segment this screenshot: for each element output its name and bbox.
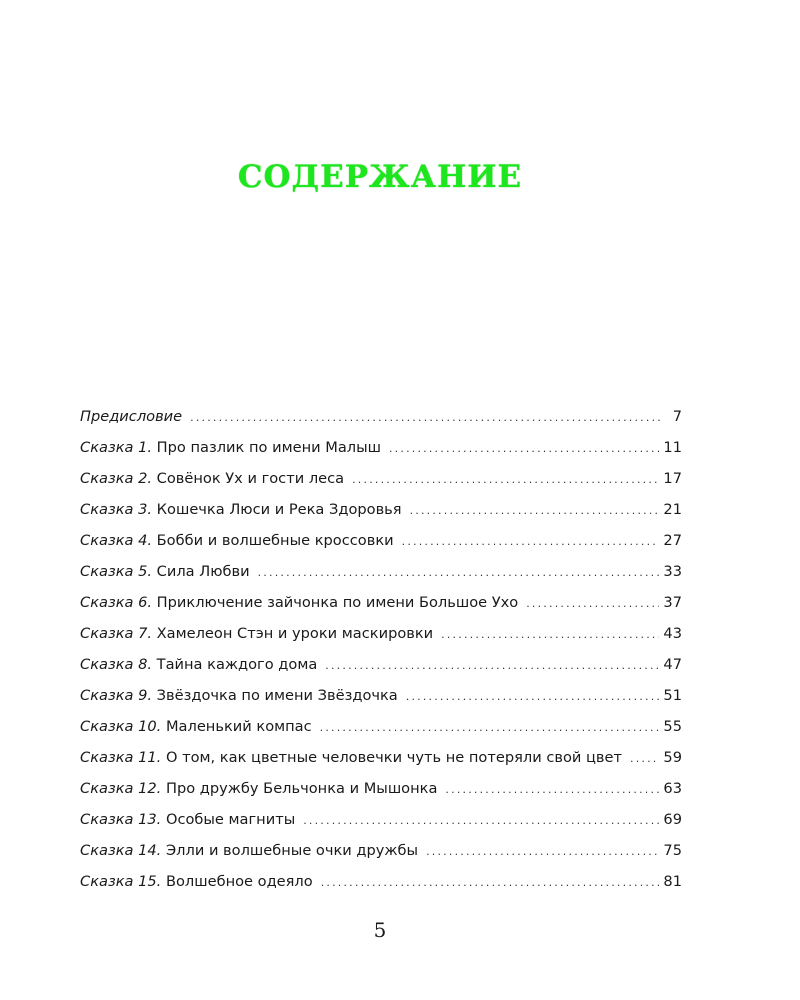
toc-entry — [80, 408, 682, 439]
toc-entry-number: Сказка 10. — [80, 718, 162, 735]
toc-entry-title: Сила Любви — [156, 563, 250, 580]
toc-dot-leader — [190, 411, 662, 424]
toc-entry-page: 17 — [663, 470, 682, 487]
toc-entry — [80, 501, 682, 532]
toc-entry-page: 69 — [663, 811, 682, 828]
toc-entry — [80, 563, 682, 594]
toc-entry-title: О том, как цветные человечки чуть не потеряли свой цвет — [165, 749, 623, 766]
toc-entry — [80, 873, 682, 904]
toc-entry-title: Про дружбу Бельчонка и Мышонка — [165, 780, 438, 797]
toc-entry-page: 75 — [663, 842, 682, 859]
table-of-contents — [80, 408, 682, 904]
toc-entry-number: Сказка 2. — [80, 470, 153, 487]
toc-entry-title: Бобби и волшебные кроссовки — [156, 532, 394, 549]
toc-entry-label — [80, 532, 394, 549]
toc-entry-title: Особые магниты — [165, 811, 296, 828]
toc-dot-leader — [320, 721, 660, 734]
toc-dot-leader — [410, 504, 660, 517]
toc-entry-title: Маленький компас — [165, 718, 312, 735]
toc-entry-title: Тайна каждого дома — [156, 656, 318, 673]
toc-dot-leader — [406, 690, 660, 703]
toc-entry-label — [80, 563, 250, 580]
toc-entry-label — [80, 439, 381, 456]
toc-entry-page: 7 — [672, 408, 682, 425]
toc-entry-label — [80, 687, 398, 704]
toc-dot-leader — [303, 814, 659, 827]
toc-entry-number: Сказка 12. — [80, 780, 162, 797]
toc-entry-number: Сказка 3. — [80, 501, 153, 518]
toc-entry-number: Сказка 15. — [80, 873, 162, 890]
page-title: СОДЕРЖАНИЕ — [237, 158, 523, 195]
toc-entry-title: Элли и волшебные очки дружбы — [165, 842, 419, 859]
toc-entry-number: Сказка 7. — [80, 625, 153, 642]
toc-entry-number: Предисловие — [80, 408, 183, 425]
toc-entry-title: Совёнок Ух и гости леса — [156, 470, 345, 487]
toc-entry-label — [80, 594, 518, 611]
toc-entry-number: Сказка 5. — [80, 563, 153, 580]
toc-entry-page: 59 — [663, 749, 682, 766]
toc-entry — [80, 842, 682, 873]
toc-dot-leader — [630, 752, 659, 765]
toc-entry — [80, 780, 682, 811]
toc-entry-title: Приключение зайчонка по имени Большое Ухо — [156, 594, 519, 611]
toc-entry-label — [80, 625, 433, 642]
toc-entry-page: 11 — [663, 439, 682, 456]
toc-dot-leader — [426, 845, 659, 858]
toc-entry-number: Сказка 1. — [80, 439, 153, 456]
toc-entry-page: 81 — [663, 873, 682, 890]
toc-entry — [80, 625, 682, 656]
toc-entry-label — [80, 780, 437, 797]
toc-entry-title: Про пазлик по имени Малыш — [156, 439, 381, 456]
toc-dot-leader — [526, 597, 659, 610]
toc-entry-title: Волшебное одеяло — [165, 873, 313, 890]
toc-entry — [80, 532, 682, 563]
toc-entry-number: Сказка 14. — [80, 842, 162, 859]
toc-entry-label — [80, 873, 313, 890]
toc-entry-number: Сказка 11. — [80, 749, 162, 766]
toc-entry — [80, 718, 682, 749]
toc-entry-label — [80, 811, 295, 828]
toc-entry-number: Сказка 13. — [80, 811, 162, 828]
toc-dot-leader — [402, 535, 660, 548]
toc-dot-leader — [325, 659, 659, 672]
toc-entry-page: 37 — [663, 594, 682, 611]
toc-entry-page: 21 — [663, 501, 682, 518]
toc-entry — [80, 594, 682, 625]
toc-entry — [80, 687, 682, 718]
toc-entry-label — [80, 842, 418, 859]
toc-entry-number: Сказка 6. — [80, 594, 153, 611]
toc-entry-page: 63 — [663, 780, 682, 797]
toc-entry — [80, 470, 682, 501]
toc-dot-leader — [352, 473, 659, 486]
toc-entry-page: 27 — [663, 532, 682, 549]
toc-dot-leader — [389, 442, 659, 455]
toc-entry-label — [80, 408, 182, 425]
toc-dot-leader — [445, 783, 659, 796]
toc-entry-number: Сказка 8. — [80, 656, 153, 673]
toc-entry-page: 55 — [663, 718, 682, 735]
toc-dot-leader — [321, 876, 660, 889]
toc-entry-number: Сказка 9. — [80, 687, 153, 704]
toc-entry — [80, 656, 682, 687]
toc-entry — [80, 749, 682, 780]
toc-entry-title: Хамелеон Стэн и уроки маскировки — [156, 625, 434, 642]
toc-entry-label — [80, 501, 402, 518]
toc-entry-page: 43 — [663, 625, 682, 642]
toc-entry-page: 33 — [663, 563, 682, 580]
toc-entry-number: Сказка 4. — [80, 532, 153, 549]
toc-dot-leader — [258, 566, 660, 579]
toc-entry-label — [80, 656, 317, 673]
toc-entry-title: Кошечка Люси и Река Здоровья — [156, 501, 402, 518]
toc-entry-label — [80, 470, 344, 487]
toc-entry-page: 47 — [663, 656, 682, 673]
toc-entry-label — [80, 749, 622, 766]
toc-entry — [80, 439, 682, 470]
toc-entry — [80, 811, 682, 842]
toc-dot-leader — [441, 628, 659, 641]
toc-entry-page: 51 — [663, 687, 682, 704]
toc-entry-title: Звёздочка по имени Звёздочка — [156, 687, 398, 704]
page-number: 5 — [373, 918, 387, 942]
toc-entry-label — [80, 718, 312, 735]
